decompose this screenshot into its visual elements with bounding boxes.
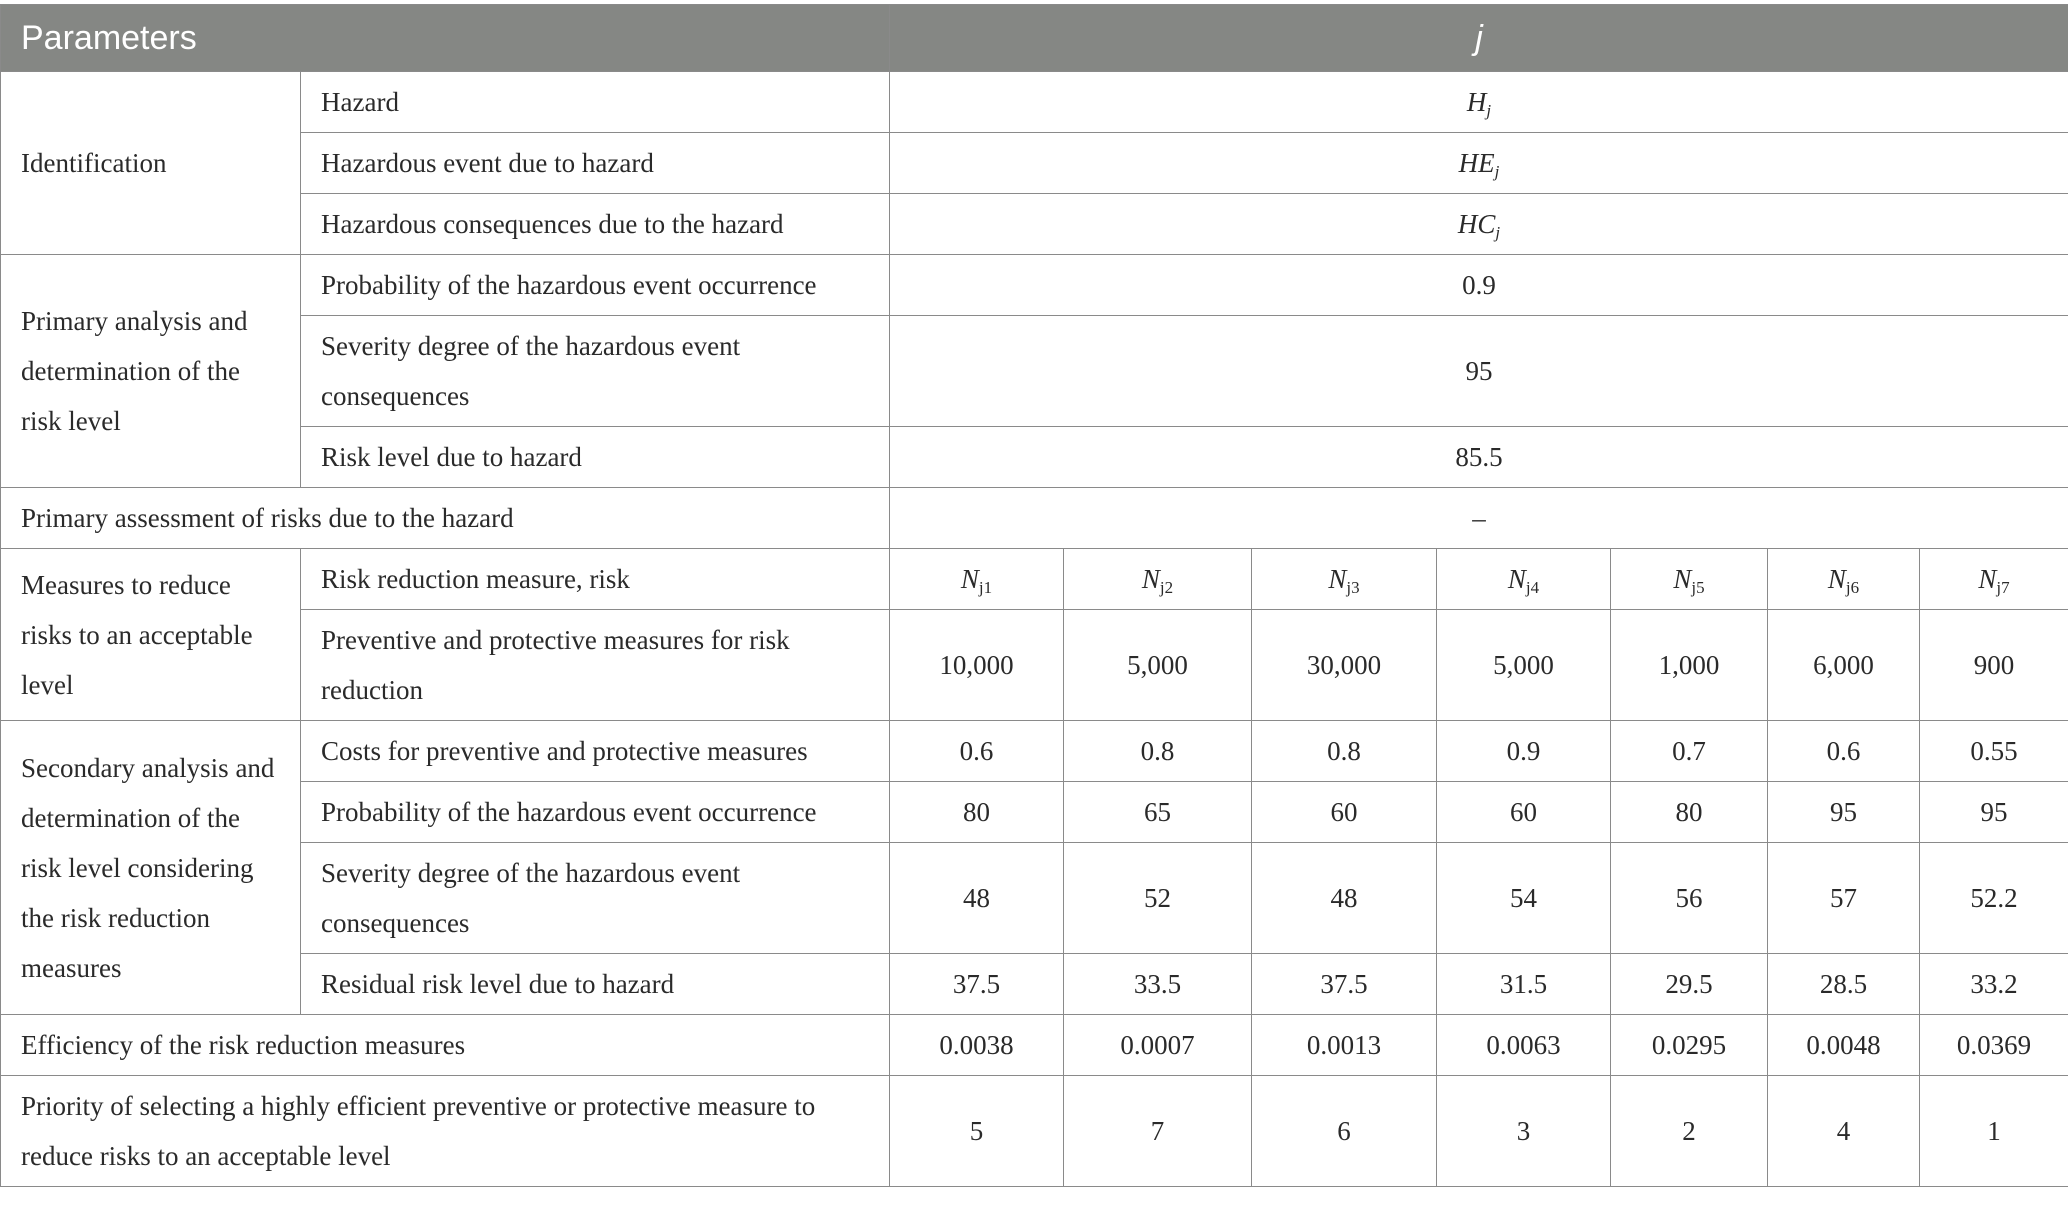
row-label: Residual risk level due to hazard [301, 954, 890, 1015]
value-cell: 3 [1437, 1076, 1611, 1187]
row-label: Probability of the hazardous event occurrence [301, 782, 890, 843]
value-cell: 900 [1920, 610, 2068, 721]
value-cell: 0.9 [1437, 721, 1611, 782]
value-cell: 57 [1768, 843, 1920, 954]
row-label: Priority of selecting a highly efficient preventive or protective measure to reduce risks to an acceptable level [1, 1076, 890, 1187]
row-label: Severity degree of the hazardous event consequences [301, 316, 890, 427]
value-cell: 0.9 [890, 255, 2068, 316]
row-label: Hazard [301, 72, 890, 133]
row-label: Risk level due to hazard [301, 427, 890, 488]
group-measures: Measures to reduce risks to an acceptable level [1, 549, 301, 721]
row-label: Primary assessment of risks due to the hazard [1, 488, 890, 549]
value-cell: 48 [1252, 843, 1437, 954]
value-cell: 5,000 [1064, 610, 1252, 721]
table-row [1, 954, 2068, 1015]
group-primary-analysis: Primary analysis and determination of the risk level [1, 255, 301, 488]
value-cell: 52 [1064, 843, 1252, 954]
table-row [1, 427, 2068, 488]
table-row [1, 1015, 2068, 1076]
row-label: Efficiency of the risk reduction measures [1, 1015, 890, 1076]
measure-symbol-cell: $N_{j3}$ [1252, 549, 1437, 610]
value-cell: 95 [1920, 782, 2068, 843]
symbol-cell: $H_j$ [890, 72, 2068, 133]
value-cell: 2 [1611, 1076, 1768, 1187]
value-cell: 0.0048 [1768, 1015, 1920, 1076]
value-cell: 0.7 [1611, 721, 1768, 782]
value-cell: 0.0013 [1252, 1015, 1437, 1076]
value-cell: 52.2 [1920, 843, 2068, 954]
value-cell: 60 [1437, 782, 1611, 843]
table-row [1, 782, 2068, 843]
table-row [1, 316, 2068, 427]
measure-symbol-cell: $N_{j5}$ [1611, 549, 1768, 610]
value-cell: 0.6 [890, 721, 1064, 782]
group-identification: Identification [1, 72, 301, 255]
table-row [1, 721, 2068, 782]
group-secondary-analysis: Secondary analysis and determination of the risk level considering the risk reduction measures [1, 721, 301, 1015]
value-cell: 6 [1252, 1076, 1437, 1187]
value-cell: 7 [1064, 1076, 1252, 1187]
header-parameters: Parameters [1, 5, 890, 72]
row-label: Risk reduction measure, risk [301, 549, 890, 610]
value-cell: 10,000 [890, 610, 1064, 721]
row-label: Costs for preventive and protective measures [301, 721, 890, 782]
table-row [1, 610, 2068, 721]
row-label: Severity degree of the hazardous event consequences [301, 843, 890, 954]
symbol-cell: $HC_j$ [890, 194, 2068, 255]
table-row [1, 843, 2068, 954]
value-cell: 28.5 [1768, 954, 1920, 1015]
value-cell: 4 [1768, 1076, 1920, 1187]
value-cell: 5,000 [1437, 610, 1611, 721]
table-row [1, 194, 2068, 255]
value-cell: 0.8 [1064, 721, 1252, 782]
measure-symbol-cell: $N_{j7}$ [1920, 549, 2068, 610]
value-cell: 37.5 [1252, 954, 1437, 1015]
value-cell: 80 [1611, 782, 1768, 843]
value-cell: 1,000 [1611, 610, 1768, 721]
value-cell: 6,000 [1768, 610, 1920, 721]
measure-symbol-cell: $N_{j1}$ [890, 549, 1064, 610]
value-cell: 0.8 [1252, 721, 1437, 782]
table-row [1, 133, 2068, 194]
row-label: Preventive and protective measures for risk reduction [301, 610, 890, 721]
value-cell: 37.5 [890, 954, 1064, 1015]
table-row [1, 488, 2068, 549]
value-cell: 0.0038 [890, 1015, 1064, 1076]
value-cell: 1 [1920, 1076, 2068, 1187]
row-label: Hazardous event due to hazard [301, 133, 890, 194]
value-cell: 65 [1064, 782, 1252, 843]
table-row [1, 1076, 2068, 1187]
measure-symbol-cell: $N_{j4}$ [1437, 549, 1611, 610]
row-label: Hazardous consequences due to the hazard [301, 194, 890, 255]
value-cell: 95 [890, 316, 2068, 427]
value-cell: 60 [1252, 782, 1437, 843]
header-j: j [890, 5, 2068, 72]
measure-symbol-cell: $N_{j2}$ [1064, 549, 1252, 610]
value-cell: 30,000 [1252, 610, 1437, 721]
value-cell: 31.5 [1437, 954, 1611, 1015]
value-cell: 0.55 [1920, 721, 2068, 782]
value-cell: – [890, 488, 2068, 549]
value-cell: 80 [890, 782, 1064, 843]
value-cell: 48 [890, 843, 1064, 954]
value-cell: 54 [1437, 843, 1611, 954]
table-row [1, 255, 2068, 316]
value-cell: 5 [890, 1076, 1064, 1187]
header-row [1, 5, 2068, 72]
value-cell: 0.0007 [1064, 1015, 1252, 1076]
value-cell: 0.0063 [1437, 1015, 1611, 1076]
value-cell: 56 [1611, 843, 1768, 954]
symbol-cell: $HE_j$ [890, 133, 2068, 194]
value-cell: 29.5 [1611, 954, 1768, 1015]
parameters-table [0, 4, 2068, 1187]
measure-symbol-cell: $N_{j6}$ [1768, 549, 1920, 610]
value-cell: 0.6 [1768, 721, 1920, 782]
table-row [1, 549, 2068, 610]
value-cell: 0.0295 [1611, 1015, 1768, 1076]
value-cell: 0.0369 [1920, 1015, 2068, 1076]
value-cell: 85.5 [890, 427, 2068, 488]
value-cell: 95 [1768, 782, 1920, 843]
value-cell: 33.5 [1064, 954, 1252, 1015]
table-row [1, 72, 2068, 133]
row-label: Probability of the hazardous event occurrence [301, 255, 890, 316]
value-cell: 33.2 [1920, 954, 2068, 1015]
